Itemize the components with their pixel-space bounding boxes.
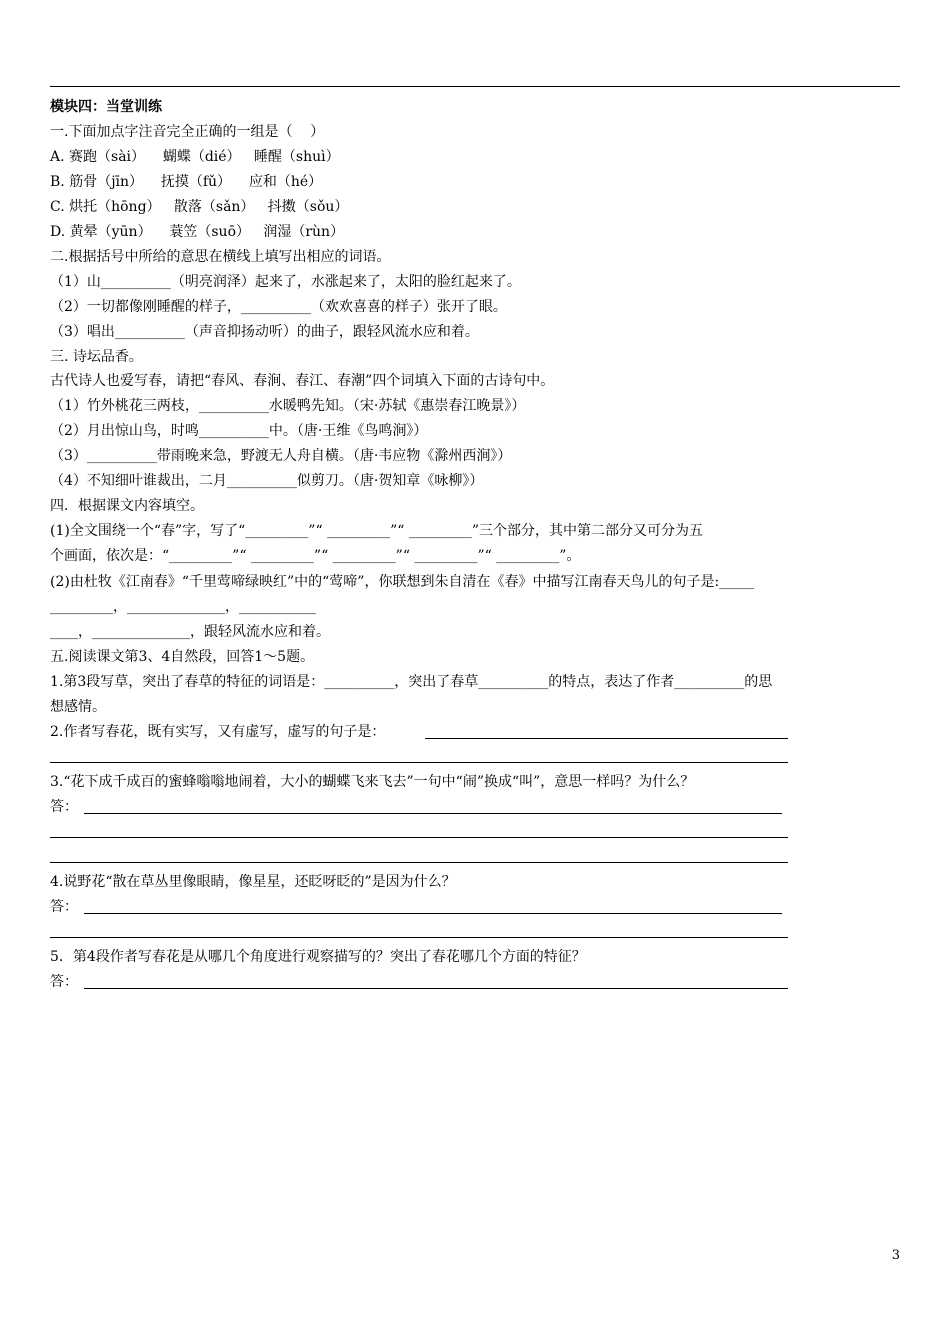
q5-item-2: 2.作者写春花，既有实写，又有虚写，虚写的句子是：: [50, 724, 386, 740]
q5-item-5: 5．第4段作者写春花是从哪几个角度进行观察描写的？突出了春花哪几个方面的特征？: [50, 949, 586, 965]
q3-instruction: 古代诗人也爱写春，请把“春风、春涧、春江、春潮”四个词填入下面的古诗句中。: [50, 373, 555, 389]
answer-line[interactable]: [84, 913, 782, 914]
q2-item-1: （1）山__________（明亮润泽）起来了，水涨起来了，太阳的脸红起来了。: [50, 274, 521, 290]
answer-line[interactable]: [425, 738, 788, 739]
q4-item-2a: (2)由杜牧《江南春》“千里莺啼绿映红”中的“莺啼”，你联想到朱自清在《春》中描写江南春天鸟儿的句子是:_____: [50, 574, 755, 590]
option-b: B. 筋骨（jīn） 抚摸（fǔ） 应和（hé）: [50, 174, 323, 190]
question-5-stem: 五.阅读课文第3、4自然段，回答1～5题。: [50, 649, 315, 665]
answer-label: 答：: [50, 974, 78, 990]
q4-item-2b: _________，______________，___________: [50, 599, 316, 615]
option-a: A. 赛跑（sài） 蝴蝶（dié） 睡醒（shuì）: [50, 149, 340, 165]
answer-label: 答：: [50, 799, 78, 815]
q4-item-1a: (1)全文围绕一个“春”字，写了“_________”“ _________”“ _________”三个部分，其中第二部分又可分为五: [50, 523, 703, 539]
q3-item-4: （4）不知细叶谁裁出，二月__________似剪刀。（唐·贺知章《咏柳》）: [50, 473, 484, 489]
section-title: 模块四：当堂训练: [50, 99, 162, 115]
header-rule: [50, 86, 900, 87]
q3-item-1: （1）竹外桃花三两枝，__________水暖鸭先知。（宋·苏轼《惠崇春江晚景》）: [50, 398, 526, 414]
q3-item-2: （2）月出惊山鸟，时鸣__________中。（唐·王维《鸟鸣涧》）: [50, 423, 428, 439]
q4-item-2c: ____，______________，跟轻风流水应和着。: [50, 624, 330, 640]
answer-line[interactable]: [50, 937, 788, 938]
q5-item-1b: 想感情。: [50, 699, 106, 715]
option-c: C. 烘托（hōng） 散落（sǎn） 抖擞（sǒu）: [50, 199, 349, 215]
option-d: D. 黄晕（yūn） 蓑笠（suō） 润湿（rùn）: [50, 224, 345, 240]
q2-item-3: （3）唱出__________（声音抑扬动听）的曲子，跟轻风流水应和着。: [50, 324, 479, 340]
answer-line[interactable]: [50, 762, 788, 763]
answer-label: 答：: [50, 899, 78, 915]
answer-line[interactable]: [84, 988, 788, 989]
answer-line[interactable]: [50, 862, 788, 863]
q3-item-3: （3）__________带雨晚来急，野渡无人舟自横。（唐·韦应物《滁州西涧》）: [50, 448, 512, 464]
answer-line[interactable]: [84, 813, 782, 814]
q5-item-4: 4.说野花“散在草丛里像眼睛，像星星，还眨呀眨的”是因为什么？: [50, 874, 456, 890]
question-4-stem: 四．根据课文内容填空。: [50, 498, 204, 514]
answer-line[interactable]: [50, 837, 788, 838]
q5-item-3: 3.“花下成千成百的蜜蜂嗡嗡地闹着，大小的蝴蝶飞来飞去”一句中“闹”换成“叫”，意思一样吗？为什么？: [50, 774, 695, 790]
q2-item-2: （2）一切都像刚睡醒的样子，__________（欢欢喜喜的样子）张开了眼。: [50, 299, 507, 315]
question-1-stem: 一.下面加点字注音完全正确的一组是（ ）: [50, 124, 325, 140]
q4-item-1b: 个画面，依次是：“_________”“ _________”“ _________”“ _________”“ _________”。: [50, 548, 581, 564]
question-3-stem: 三. 诗坛品香。: [50, 349, 143, 365]
question-2-stem: 二.根据括号中所给的意思在横线上填写出相应的词语。: [50, 249, 391, 265]
q5-item-1a: 1.第3段写草，突出了春草的特征的词语是：__________，突出了春草__________的特点，表达了作者__________的思: [50, 674, 773, 690]
page-number: 3: [891, 1248, 900, 1263]
